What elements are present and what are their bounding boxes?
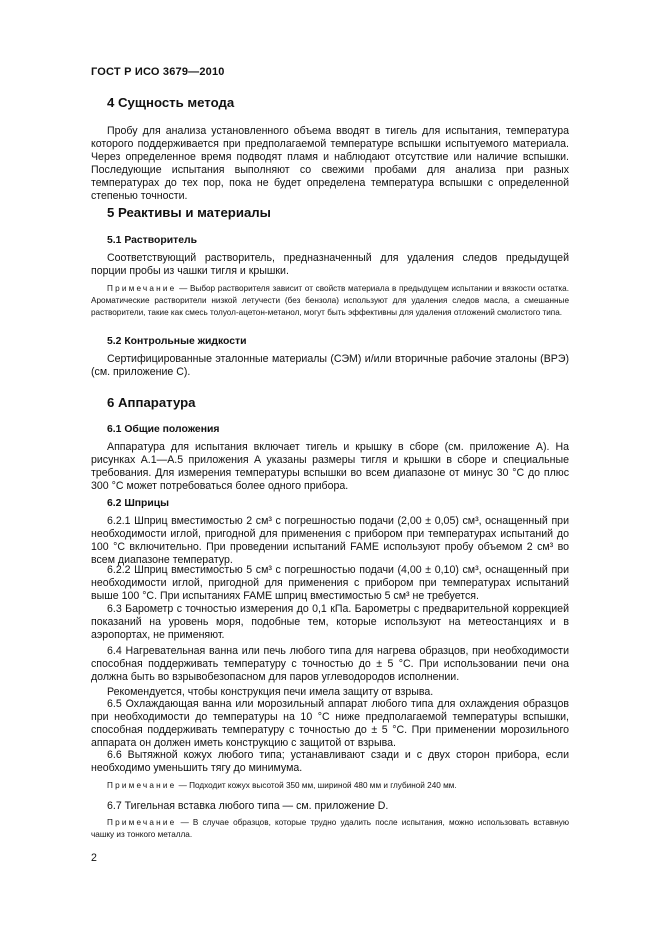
paragraph-6-3: 6.3 Барометр с точностью измерения до 0,1 кПа. Барометры с предварительной коррекцией показаний на уровень моря, подобные тем, которые используют на метеостанциях и в аэропортах, не применяют.	[91, 603, 569, 641]
subsection-5-2-heading: 5.2 Контрольные жидкости	[107, 336, 247, 347]
note-label: Примечание	[107, 781, 177, 790]
note-label: Примечание	[107, 284, 177, 293]
subsection-5-1-paragraph: Соответствующий растворитель, предназначенный для удаления следов предыдущей порции пробы из чашки тигля и крышки.	[91, 252, 569, 277]
note-text: — В случае образцов, которые трудно удалить после испытания, можно использовать вставную чашку из тонкого металла.	[91, 818, 569, 839]
paragraph-6-6: 6.6 Вытяжной кожух любого типа; устанавливают сзади и с двух сторон прибора, если необходимо уменьшить тягу до минимума.	[91, 749, 569, 774]
paragraph-6-2-2: 6.2.2 Шприц вместимостью 5 см³ с погрешностью подачи (4,00 ± 0,10) см³, оснащенный при необходимости иглой, пригодной для применения с прибором при температурах испытаний выше 100 °С. При испытаниях FAME шприц вместимостью 5 см³ не требуется.	[91, 564, 569, 602]
subsection-6-1-paragraph: Аппаратура для испытания включает тигель и крышку в сборе (см. приложение А). На рисунках А.1—А.5 приложения А указаны размеры тигля и крышки в сборе и специальные требования. Для измерения температуры вспышки во всем диапазоне от минус 30 °С до плюс 300 °С может потребоваться более одного прибора.	[91, 441, 569, 492]
note-6-6	[91, 780, 569, 792]
paragraph-6-5: 6.5 Охлаждающая ванна или морозильный аппарат любого типа для охлаждения образцов при необходимости до температуры на 10 °С ниже предполагаемой температуры вспышки, способная поддерживать температуру с точностью до ± 5 °С. При применении морозильного аппарата он должен иметь конструкцию с защитой от взрыва.	[91, 698, 569, 749]
paragraph-6-2-1: 6.2.1 Шприц вместимостью 2 см³ с погрешностью подачи (2,00 ± 0,05) см³, оснащенный при необходимости иглой, пригодной для применения с прибором при температурах испытаний до 100 °С включительно. При проведении испытаний FAME используют пробу объемом 2 см³ во всем диапазоне температур.	[91, 515, 569, 566]
subsection-6-2-heading: 6.2 Шприцы	[107, 498, 170, 509]
note-label: Примечание	[107, 818, 177, 827]
document-header: ГОСТ Р ИСО 3679—2010	[91, 66, 225, 78]
section-5-heading: 5 Реактивы и материалы	[107, 205, 271, 220]
page-number: 2	[91, 852, 97, 864]
section-6-heading: 6 Аппаратура	[107, 395, 196, 410]
subsection-5-2-paragraph: Сертифицированные эталонные материалы (СЭМ) и/или вторичные рабочие эталоны (ВРЭ) (см. приложение С).	[91, 353, 569, 378]
note-text: — Выбор растворителя зависит от свойств материала в предыдущем испытании и вязкости остатка. Ароматические растворители низкой летучести (без бензола) используют для удаления следов масла, а смешанные растворители, такие как смесь толуол-ацетон-метанол, могут быть эффективны для удаления отложений смолистого типа.	[91, 284, 570, 317]
section-4-paragraph: Пробу для анализа установленного объема вводят в тигель для испытания, температура которого поддерживается при предполагаемой температуре вспышки испытуемого материала. Через определенное время подводят пламя и наблюдают отсутствие или наличие вспышки. Последующие испытания выполняют со свежими пробами для анализа при разных температурах до тех пор, пока не будет определена температура вспышки с определенной степенью точности.	[91, 125, 569, 202]
note-6-7	[91, 817, 569, 841]
note-5-1	[91, 283, 569, 319]
paragraph-6-7: 6.7 Тигельная вставка любого типа — см. приложение D.	[107, 800, 389, 812]
subsection-5-1-heading: 5.1 Растворитель	[107, 235, 197, 246]
paragraph-6-4-recommendation: Рекомендуется, чтобы конструкция печи имела защиту от взрыва.	[107, 686, 434, 698]
subsection-6-1-heading: 6.1 Общие положения	[107, 424, 220, 435]
paragraph-6-4: 6.4 Нагревательная ванна или печь любого типа для нагрева образцов, при необходимости способная поддерживать температуру с точностью до ± 5 °С. При использовании печи она должна быть во взрывобезопасном для паров углеводородов исполнении.	[91, 645, 569, 683]
section-4-heading: 4 Сущность метода	[107, 95, 235, 110]
note-text: — Подходит кожух высотой 350 мм, шириной 480 мм и глубиной 240 мм.	[178, 781, 457, 790]
